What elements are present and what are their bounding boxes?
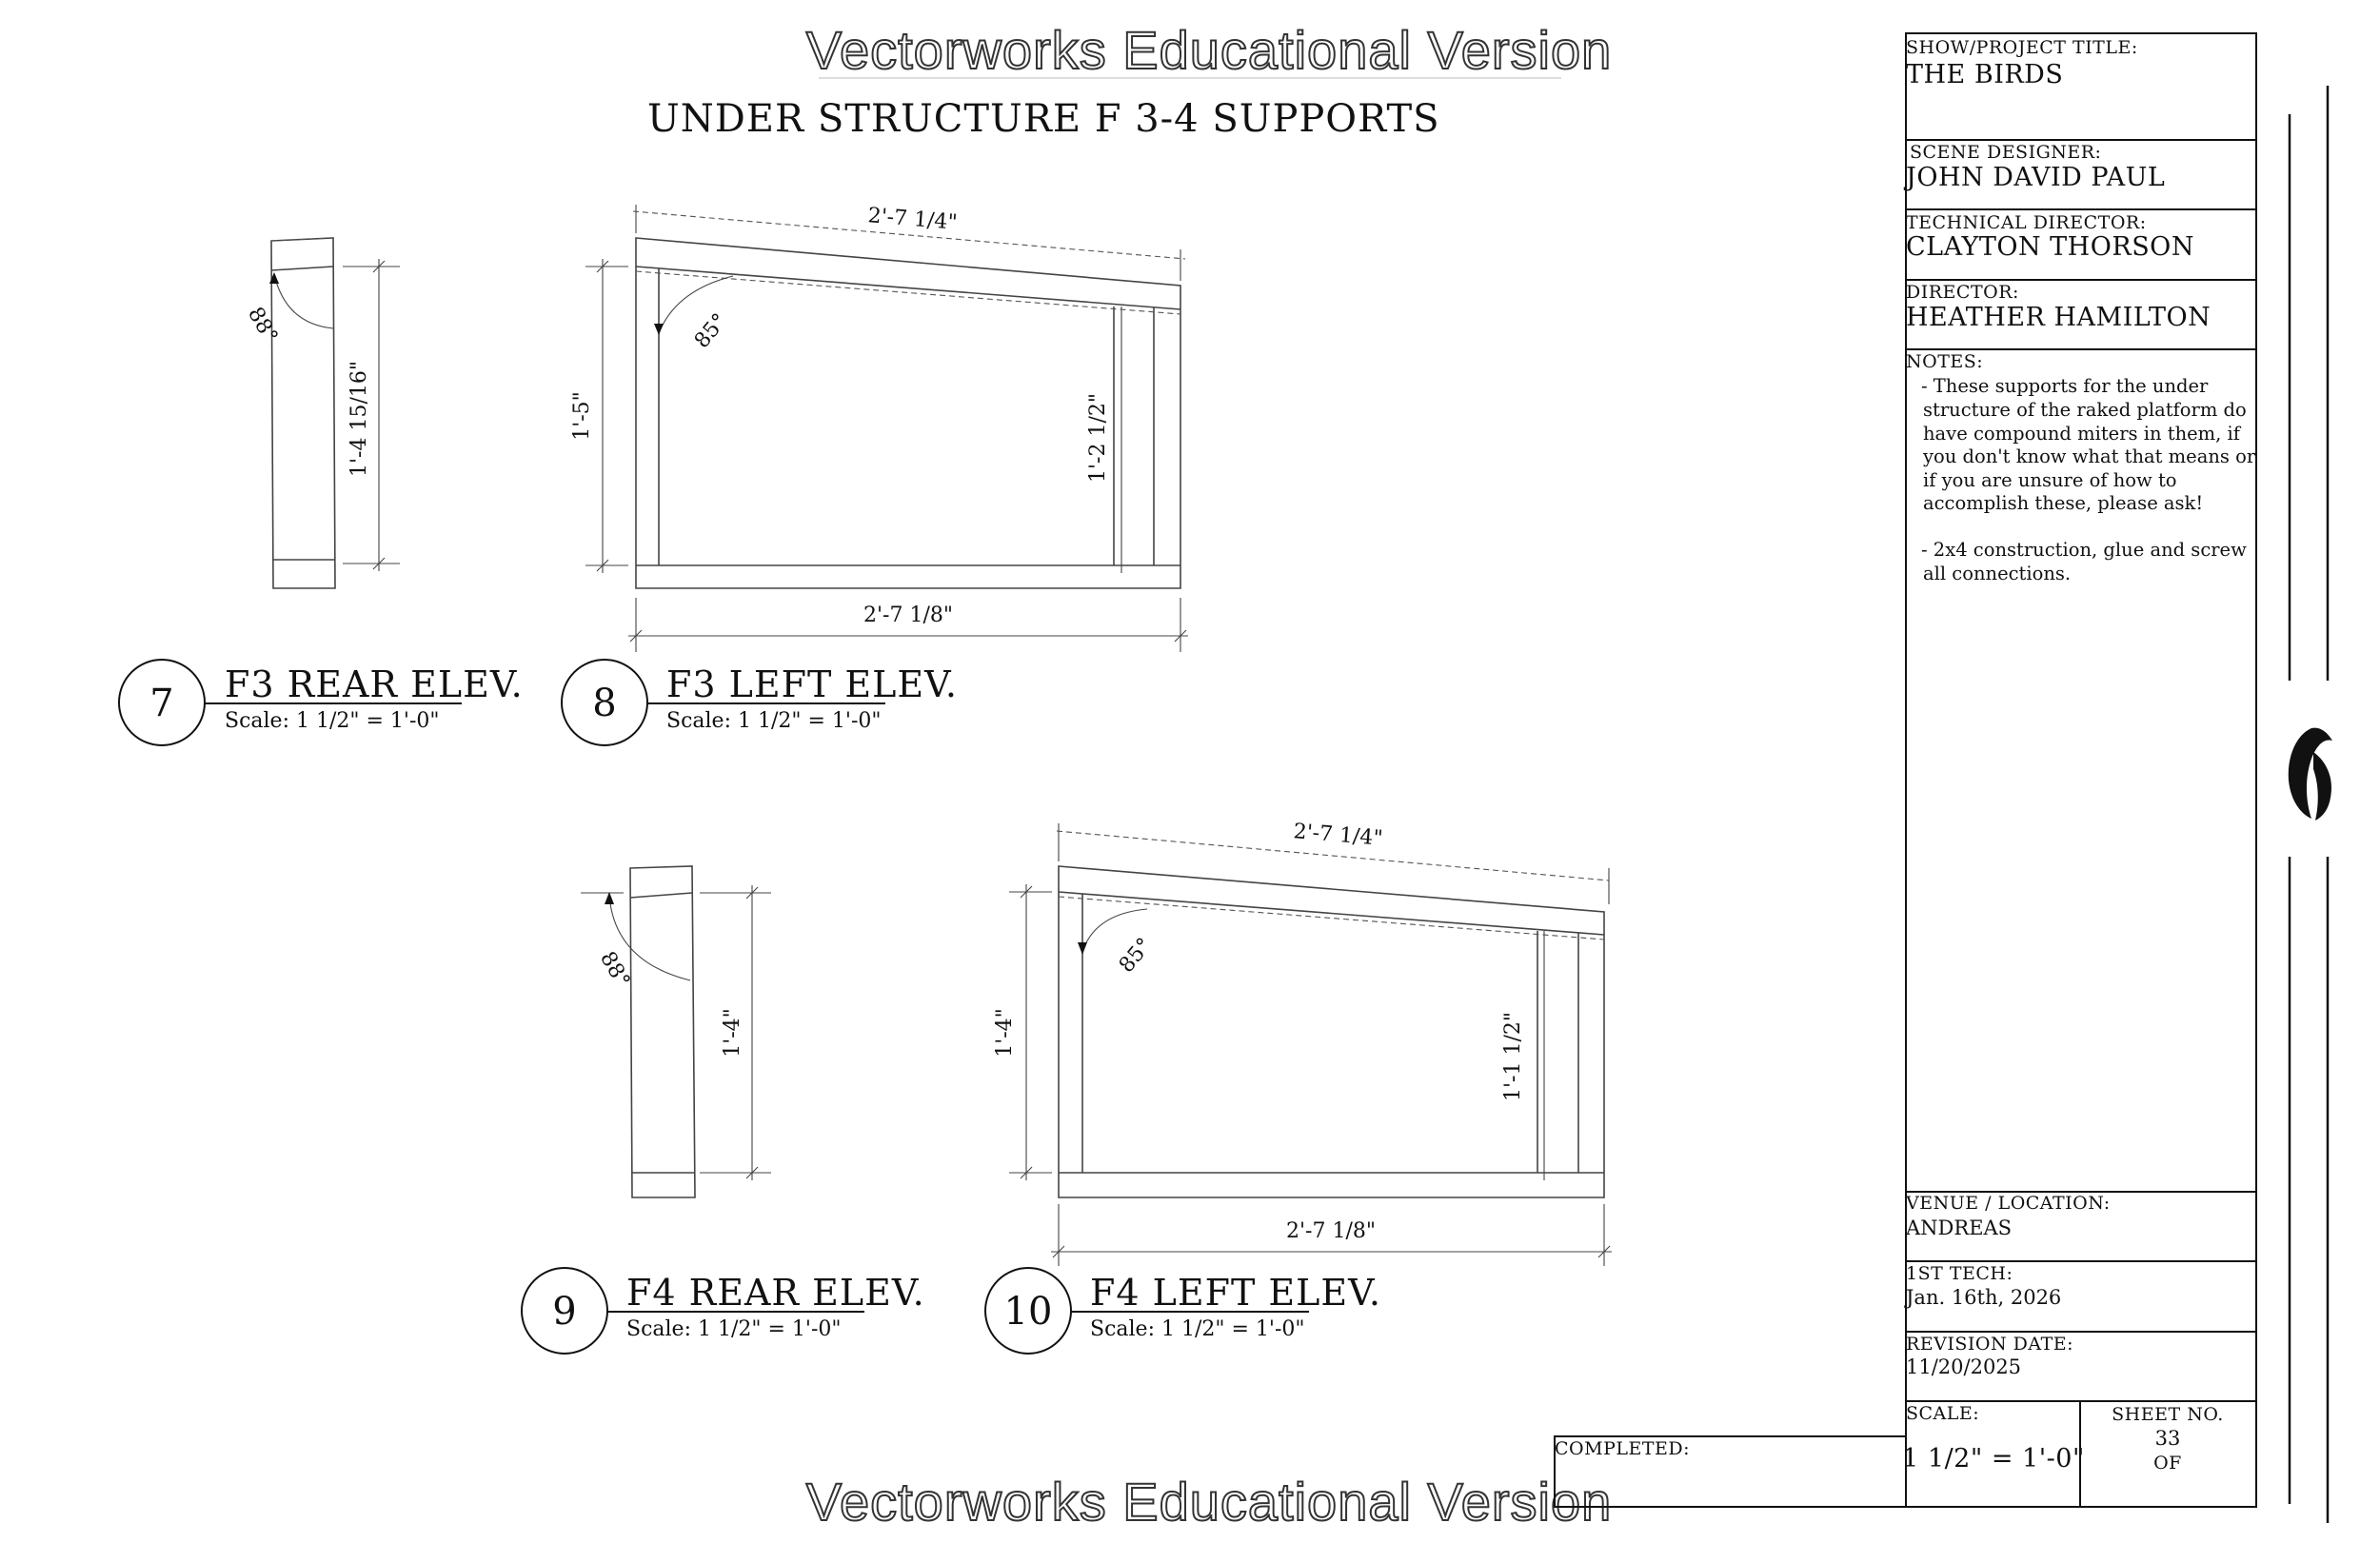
first-tech-label: 1ST TECH: bbox=[1906, 1263, 2013, 1284]
watermark-top: Vectorworks Educational Version bbox=[805, 20, 1613, 80]
sheet-number-value: 33 bbox=[2154, 1427, 2181, 1450]
dim-10-top: 2'-7 1/4" bbox=[1292, 820, 1384, 851]
dim-9-angle: 88° bbox=[595, 947, 635, 992]
first-tech-value: Jan. 16th, 2026 bbox=[1906, 1286, 2062, 1309]
show-title-value: THE BIRDS bbox=[1906, 60, 2064, 89]
venue-label: VENUE / LOCATION: bbox=[1906, 1193, 2111, 1214]
venue-value: ANDREAS bbox=[1906, 1217, 2013, 1239]
revision-date-label: REVISION DATE: bbox=[1906, 1334, 2074, 1355]
notes-text bbox=[1921, 375, 2256, 584]
scale-value: 1 1/2" = 1'-0" bbox=[1902, 1444, 2085, 1474]
dim-10-left: 1'-4" bbox=[993, 1008, 1017, 1058]
notes-line: - These supports for the under bbox=[1921, 375, 2209, 397]
notes-line: have compound miters in them, if bbox=[1923, 423, 2241, 445]
label-7-number: 7 bbox=[149, 682, 174, 725]
scale-label: SCALE: bbox=[1906, 1403, 1980, 1424]
completed-label: COMPLETED: bbox=[1555, 1438, 1691, 1459]
technical-director-label: TECHNICAL DIRECTOR: bbox=[1906, 212, 2147, 233]
label-7-scale: Scale: 1 1/2" = 1'-0" bbox=[225, 709, 440, 733]
label-9-scale: Scale: 1 1/2" = 1'-0" bbox=[626, 1317, 842, 1341]
label-10-number: 10 bbox=[1003, 1290, 1053, 1334]
dim-8-left: 1'-5" bbox=[570, 391, 594, 441]
label-10 bbox=[985, 1268, 1381, 1354]
label-7-title: F3 REAR ELEV. bbox=[225, 663, 524, 705]
director-value: HEATHER HAMILTON bbox=[1906, 303, 2211, 332]
label-9-title: F4 REAR ELEV. bbox=[626, 1272, 925, 1314]
watermark-bottom: Vectorworks Educational Version bbox=[805, 1472, 1613, 1532]
scene-designer-value: JOHN DAVID PAUL bbox=[1906, 163, 2166, 192]
label-8-number: 8 bbox=[592, 682, 617, 725]
dim-10-angle: 85° bbox=[1114, 933, 1158, 978]
technical-director-value: CLAYTON THORSON bbox=[1906, 232, 2194, 262]
notes-label: NOTES: bbox=[1906, 351, 1984, 372]
notes-line: if you are unsure of how to bbox=[1923, 469, 2177, 491]
label-10-scale: Scale: 1 1/2" = 1'-0" bbox=[1090, 1317, 1305, 1341]
sheet-number-label: SHEET NO. bbox=[2112, 1404, 2224, 1425]
drawing-10-elevation bbox=[993, 820, 1612, 1266]
notes-line: - 2x4 construction, glue and screw bbox=[1921, 539, 2247, 561]
scene-designer-label: SCENE DESIGNER: bbox=[1910, 142, 2102, 163]
sheet-number-of: OF bbox=[2153, 1453, 2182, 1474]
notes-line: structure of the raked platform do bbox=[1923, 399, 2247, 421]
dim-8-top: 2'-7 1/4" bbox=[866, 204, 959, 235]
bird-logo-icon bbox=[2289, 728, 2332, 821]
label-9-number: 9 bbox=[552, 1290, 577, 1334]
dim-8-angle: 85° bbox=[689, 308, 733, 353]
drawing-7-elevation bbox=[243, 238, 400, 588]
revision-date-value: 11/20/2025 bbox=[1906, 1355, 2022, 1378]
dim-9-height: 1'-4" bbox=[721, 1008, 744, 1058]
notes-line: accomplish these, please ask! bbox=[1923, 492, 2204, 514]
title-block bbox=[1555, 33, 2256, 1507]
sheet-title: UNDER STRUCTURE F 3-4 SUPPORTS bbox=[647, 97, 1440, 141]
label-10-title: F4 LEFT ELEV. bbox=[1090, 1272, 1381, 1314]
director-label: DIRECTOR: bbox=[1906, 282, 2019, 303]
label-8 bbox=[562, 660, 958, 745]
label-9 bbox=[522, 1268, 925, 1354]
notes-line: you don't know what that means or bbox=[1923, 445, 2256, 467]
label-7 bbox=[119, 660, 524, 745]
dim-7-angle: 88° bbox=[243, 303, 283, 347]
dim-10-bottom: 2'-7 1/8" bbox=[1286, 1219, 1376, 1243]
drawing-8-elevation bbox=[570, 204, 1188, 652]
dim-10-right: 1'-1 1/2" bbox=[1501, 1012, 1525, 1101]
dim-8-right: 1'-2 1/2" bbox=[1086, 393, 1110, 483]
dim-8-bottom: 2'-7 1/8" bbox=[863, 603, 953, 627]
label-8-title: F3 LEFT ELEV. bbox=[666, 663, 958, 705]
label-8-scale: Scale: 1 1/2" = 1'-0" bbox=[666, 709, 882, 733]
notes-line: all connections. bbox=[1923, 563, 2072, 584]
drawing-9-elevation bbox=[581, 866, 771, 1197]
show-title-label: SHOW/PROJECT TITLE: bbox=[1906, 37, 2138, 58]
dim-7-height: 1'-4 15/16" bbox=[347, 361, 371, 477]
